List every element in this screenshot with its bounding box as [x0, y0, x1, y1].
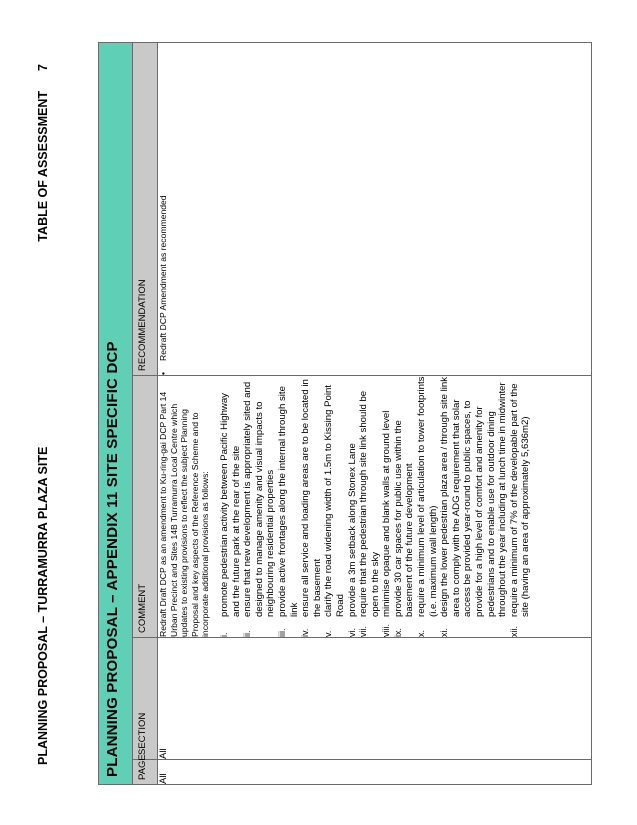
- provision-number: vii.: [358, 626, 369, 637]
- table-row: [158, 42, 592, 784]
- provision-text: clarify the road widening width of 1.5m to Kissing Point Road: [323, 385, 346, 617]
- recommendation-text: Redraft DCP Amendment as recommended: [158, 195, 168, 361]
- provision-number: iv.: [300, 628, 311, 637]
- provision-text: minimise opaque and blank walls at ground level: [381, 410, 393, 617]
- provision-text: promote pedestrian activity between Pacific Highway and the future park at the rear of the site: [218, 393, 242, 617]
- provision-item: [277, 376, 300, 637]
- provisions-list: [219, 376, 532, 637]
- section-cell: All: [158, 638, 592, 760]
- provision-number: v.: [323, 630, 334, 637]
- provision-number: vi.: [346, 628, 357, 637]
- provision-item: [381, 376, 393, 637]
- provision-item: [393, 376, 416, 637]
- page-number: 7: [36, 64, 50, 71]
- table-header-row: [133, 42, 158, 784]
- comment-intro: Redraft Draft DCP as an amendment to Ku-ring-gai DCP Part 14 Urban Precinct and Sites 14B Turramurra Local Centre which updates to existing provisions to reflect the subject Planning Proposal and key aspects of the Reference Scheme and to incorporate additional provisions as follows:: [158, 391, 211, 637]
- recommendation-item: [158, 43, 169, 375]
- provision-text: provide active frontages along the internal through site link: [276, 386, 300, 617]
- comment-cell: [158, 376, 592, 638]
- page-header: [36, 64, 56, 765]
- provision-text: ensure all service and loading areas are to be located in the basement: [300, 379, 323, 617]
- provision-number: iii.: [276, 628, 287, 637]
- provision-text: require that the pedestrian through site link should be open to the sky: [358, 390, 381, 617]
- provision-item: [300, 376, 323, 637]
- table-title-row: [99, 42, 133, 784]
- provision-item: [219, 376, 242, 637]
- provision-number: viii.: [381, 624, 392, 637]
- provision-text: require a minimum level of articulation to tower footprints (i.e. maximum wall length): [416, 376, 439, 617]
- header-title: PLANNING PROPOSAL – TURRAMURRA PLAZA SITE: [36, 446, 50, 765]
- provision-text: require a minimum of 7% of the developable part of the site (having an area of approximately 5,636m2): [508, 383, 532, 617]
- provision-number: i.: [218, 632, 229, 637]
- provision-text: ensure that new development is appropriately sited and designed to manage amenity and visual impacts to neighbouring residential properties: [242, 381, 277, 617]
- provision-item: [358, 376, 381, 637]
- provision-number: xi.: [439, 628, 450, 637]
- provision-item: [347, 376, 359, 637]
- column-header-recommendation: RECOMMENDATION: [133, 42, 158, 375]
- bullet-icon: •: [158, 371, 168, 375]
- provision-text: design the lower pedestrian plaza area / through site link area to comply with the ADG requirement that solar access be provided year-round to public spaces, to provide for a high level of comfort and amenity for pedestrians and to enable use for outdoor dining throughout the year including at lunch time in midwinter: [439, 377, 509, 617]
- header-section-title: TABLE OF ASSESSMENT: [36, 90, 50, 242]
- provision-number: ii.: [242, 630, 253, 637]
- provision-item: [416, 376, 439, 637]
- provision-text: provide 30 car spaces for public use within the basement of the future development: [392, 420, 416, 617]
- header-right: [36, 64, 50, 242]
- page-cell: All: [158, 760, 592, 785]
- provision-number: ix.: [392, 628, 403, 637]
- recommendation-cell: [158, 42, 592, 375]
- table-title: PLANNING PROPOSAL – APPENDIX 11 SITE SPECIFIC DCP: [99, 42, 133, 784]
- recommendation-list: [158, 43, 169, 375]
- column-header-page: PAGE: [133, 760, 158, 785]
- assessment-table: [98, 42, 592, 785]
- provision-number: xii.: [508, 626, 519, 637]
- provision-text: provide a 3m setback along Stonex Lane: [346, 443, 358, 617]
- provision-item: [242, 376, 277, 637]
- provision-item: [509, 376, 532, 637]
- provision-item: [323, 376, 346, 637]
- column-header-section: SECTION: [133, 638, 158, 760]
- provision-item: [439, 376, 509, 637]
- provision-number: x.: [416, 629, 427, 637]
- column-header-comment: COMMENT: [133, 376, 158, 638]
